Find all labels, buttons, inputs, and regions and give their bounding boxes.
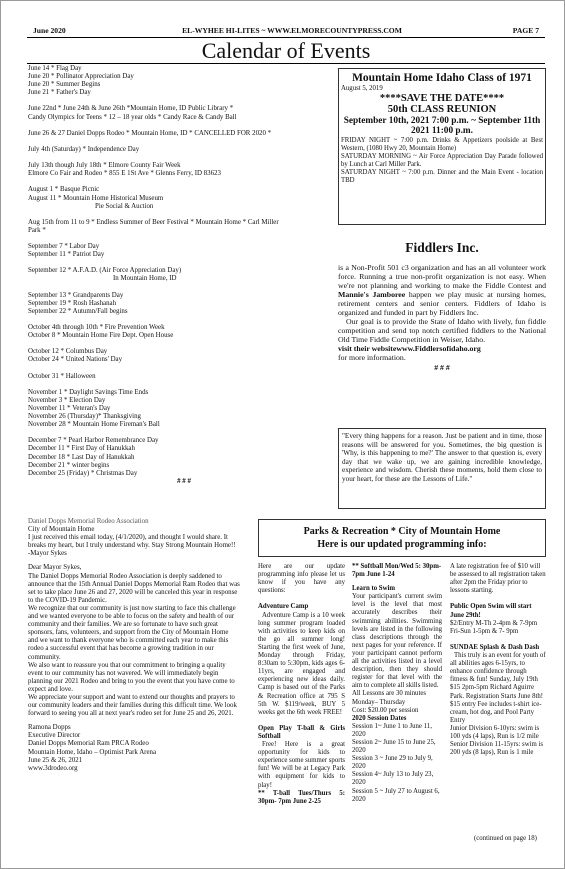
fiddlers-more-info: for more information. xyxy=(338,353,406,362)
letter-org: Daniel Dopps Memorial Rodeo Association xyxy=(28,518,149,525)
session-date: Session 2~ June 15 to June 25, 2020 xyxy=(352,738,436,755)
junior-division: Junior Division 6-10yrs: swim is 100 yds (4 laps), Run is 1/2 mile xyxy=(450,724,540,740)
letter-signature-place: Mountain Home, Idaho – Optimist Park Arena xyxy=(28,748,157,756)
continued-note: (continued on page 18) xyxy=(474,835,537,842)
letter-signature-org: Daniel Dopps Memorial Ram PRCA Rodeo xyxy=(28,740,149,748)
calendar-entry: Candy Olympics for Teens * 12 – 18 year olds * Candy Race & Candy Ball xyxy=(28,113,237,121)
calendar-entry: July 4th (Saturday) * Independence Day xyxy=(28,145,140,153)
calendar-entry: December 25 (Friday) * Christmas Day xyxy=(28,469,138,477)
calendar-entry: October 12 * Columbus Day xyxy=(28,348,108,356)
reunion-save-the-date: ****SAVE THE DATE**** xyxy=(379,92,505,104)
calendar-entry: November 11 * Veteran's Day xyxy=(28,404,111,412)
reunion-event: 50th CLASS REUNION xyxy=(387,104,497,116)
calendar-entry: November 28 * Mountain Home Fireman's Ball xyxy=(28,421,160,429)
reunion-friday: FRIDAY NIGHT ~ 7:00 p.m. Drinks & Appetizers poolside at Best Western, (1080 Hwy 20, Mountain Home) xyxy=(341,136,543,152)
calendar-entry: October 31 * Halloween xyxy=(28,372,96,380)
fiddlers-heading: Fiddlers Inc. xyxy=(405,240,479,255)
tball-body: Free! Here is a great opportunity for kids to experience some summer sports fun! We will be at Legacy Park with equipment for kids to play! xyxy=(258,741,346,789)
section-end-mark: # # # xyxy=(434,363,450,372)
calendar-entry: September 12 * A.F.A.D. (Air Force Appreciation Day) xyxy=(28,267,182,275)
calendar-entry: October 4th through 10th * Fire Prevention Week xyxy=(28,324,165,331)
calendar-entry: June 14 * Flag Day xyxy=(28,65,82,72)
calendar-entry: June 26 & 27 Daniel Dopps Rodeo * Mountain Home, ID * CANCELLED FOR 2020 * xyxy=(28,129,272,137)
senior-division: Senior Division 11-15yrs: swim is 200 yds (8 laps), Run is 1 mile xyxy=(450,741,544,757)
parks-rec-banner xyxy=(258,519,546,557)
letter-signature-dates: June 25 & 26, 2021 xyxy=(28,756,83,764)
issue-date: June 2020 xyxy=(33,26,66,35)
open-swim-heading: Public Open Swim will start June 29th! xyxy=(450,603,532,619)
letter-paragraph: The Daniel Dopps Memorial Rodeo Association is deeply saddened to announce that the 15th Annual Daniel Dopps Memorial Ram Rodeo that was set to take place June 26 and 27, 2020 will be canceled this year in response to the COVID-19 Pandemic. xyxy=(28,572,240,604)
sundae-heading: SUNDAE Splash & Dash Dash xyxy=(450,643,540,651)
swim-lesson-length: All Lessons are 30 minutes Monday– Thursday xyxy=(352,690,426,706)
late-fee-note: A late registration fee of $10 will be assessed to all registration taken after 2pm the Friday prior to lessons starting. xyxy=(450,563,546,595)
calendar-entry: June 22nd * June 24th & June 26th *Mountain Home, ID Public Library * xyxy=(28,105,234,113)
calendar-entry: Park * xyxy=(28,226,46,234)
calendar-entry: Elmore Co Fair and Rodeo * 855 E 1St Ave * Glenns Ferry, ID 83623 xyxy=(28,170,221,178)
tball-schedule: ** T-ball Tues/Thurs 5: 30pm- 7pm June 2-25 xyxy=(258,789,345,805)
calendar-entry: December 7 * Pearl Harbor Remembrance Day xyxy=(28,437,159,445)
section-end-mark: # # # xyxy=(177,477,191,485)
parks-column-2 xyxy=(352,563,442,804)
parks-intro: Here are our update programming info please let us know if you have any questions: xyxy=(258,563,345,595)
swim-heading: Learn to Swim xyxy=(352,585,396,593)
calendar-entry: September 13 * Grandparents Day xyxy=(28,291,124,299)
fiddlers-paragraph xyxy=(338,263,546,317)
letter-signature-title: Executive Director xyxy=(28,732,81,740)
session-date: Session 1~ June 1 to June 11, 2020 xyxy=(352,722,432,738)
calendar-entry: December 11 * First Day of Hanukkah xyxy=(28,445,135,453)
letter-website: www.3drodeo.org xyxy=(28,764,78,772)
calendar-entry: December 18 * Last Day of Hanukkah xyxy=(28,453,135,461)
calendar-entry: November 3 * Election Day xyxy=(28,396,106,404)
letter-signoff: -Mayor Sykes xyxy=(28,550,67,558)
sessions-heading: 2020 Session Dates xyxy=(352,714,407,722)
fiddlers-text: happen we play music at nursing homes, retirement centers and senior centers. Fiddlers of Idaho is organized and funded in part by Fiddlers Inc. xyxy=(338,290,546,317)
tball-heading: Open Play T-ball & Girls Softball xyxy=(258,724,345,740)
parks-rec-subtitle: Here is our updated programming info: xyxy=(317,539,487,550)
reunion-date: August 5, 2019 xyxy=(341,84,383,92)
parks-column-1 xyxy=(258,563,345,806)
fiddlers-text: is a Non-Profit 501 c3 organization and has an all volunteer work force. Running a true non-profit organization is not easy. When we're not planning and working to make the Fiddle Contest and xyxy=(338,263,546,290)
letter-paragraph: We also want to reassure you that our commitment to bringing a quality event to our community has not wavered. We will immediately begin planning our 2021 Rodeo and bring to you the event that you have come to expect and love. xyxy=(28,661,235,693)
calendar-list xyxy=(28,65,340,486)
calendar-entry: September 19 * Rosh Hashanah xyxy=(28,299,117,307)
reunion-when: September 10th, 2021 7:00 p.m. ~ September 11th 2021 11:00 p.m. xyxy=(343,115,541,137)
session-date: Session 5 ~ July 27 to August 6, 2020 xyxy=(352,787,440,803)
letter-salutation: Dear Mayor Sykes, xyxy=(28,564,82,572)
swim-body: Your participant's current swim level is the level that most accurately describes their swimming abilities. Swimming levels are listed in the following class descriptions through the next pages for your reference. If your participant cannot perform all the activities listed in a level description, then they should register for that level with the aim to complete all skills listed. xyxy=(352,593,442,690)
quote-box: "Every thing happens for a reason. Just be patient and in time, those reasons will be answered for you. Sometimes, the big question is 'Why, is this happening to me?' The answer to that question is, every day that we wake up, we are gaining incredible knowledge, experience and wisdom. Cherish these moments, hold them close to your heart, for these are the Lessons of Life." xyxy=(338,428,546,509)
page-title: Calendar of Events xyxy=(27,38,545,64)
letter-paragraph: We recognize that our community is just now starting to face this challenge and we wanted everyone to be able to focus on the safety and health of our community and their families. We are so fortunate to have such great sponsors, fans, volunteers, and support from the City of Mountain Home and we want to thank everyone who is committed each year to make this rodeo a successful event that has become a growing tradition in our community. xyxy=(28,604,236,661)
calendar-entry: September 7 * Labor Day xyxy=(28,243,100,251)
page-header xyxy=(27,21,545,38)
fiddlers-article xyxy=(338,240,546,372)
reunion-heading: Mountain Home Idaho Class of 1971 xyxy=(352,72,532,84)
session-date: Session 4~ July 13 to July 23, 2020 xyxy=(352,771,434,787)
adventure-camp-heading: Adventure Camp xyxy=(258,603,309,611)
calendar-entry: September 22 * Autumn/Fall begins xyxy=(28,307,128,315)
calendar-entry: June 20 * Summer Begins xyxy=(28,81,101,89)
calendar-entry: November 26 (Thursday)* Thanksgiving xyxy=(28,413,141,421)
page-number: PAGE 7 xyxy=(512,26,539,35)
reunion-box xyxy=(338,68,546,225)
rodeo-letter xyxy=(28,518,240,773)
letter-paragraph: We appreciate your support and want to extend our thoughts and prayers to our community leaders and their families during this difficult time. We look forward to seeing you all at next year's rodeo set for June 25 and 26, 2021. xyxy=(28,693,237,718)
softball-schedule: ** Softball Mon/Wed 5: 30pm-7pm June 1-24 xyxy=(352,563,442,579)
adventure-camp-body: Adventure Camp is a 10 week long summer program loaded with activities to keep kids on the go all summer long! Starting the first week of June, Monday through Friday, 8:30am to 5:30pm, kids ages 6-11yrs, are engaged and experiencing new ideas daily. Camp is based out of the Parks & Recreation office at 795 S 5th W. $119/week, BUY 5 weeks get the 6th week FREE! xyxy=(258,611,345,716)
fiddlers-website[interactable]: visit their websitewww.Fiddlersofidaho.org xyxy=(338,344,481,353)
open-swim-body: $2/Entry M-Th 2-4pm & 7-9pm Fri-Sun 1-5pm & 7- 9pm xyxy=(450,619,538,635)
calendar-entry: October 8 * Mountain Home Fire Dept. Open House xyxy=(28,332,174,340)
letter-intro: I just received this email today, (4/1/2020), and thought I would share. It breaks my heart, but I truly understand why. Stay Strong Mountain Home!! xyxy=(28,534,236,550)
session-date: Session 3 ~ June 29 to July 9, 2020 xyxy=(352,755,433,771)
calendar-entry: Pie Social & Auction xyxy=(95,202,154,210)
parks-column-3 xyxy=(450,563,546,757)
calendar-entry: June 21 * Father's Day xyxy=(28,89,91,97)
letter-city: City of Mountain Home xyxy=(28,526,95,534)
calendar-entry: Aug 15th from 11 to 9 * Endless Summer of Beer Festival * Mountain Home * Carl Miller xyxy=(28,218,279,226)
fiddlers-jamboree: Mannie's Jamboree xyxy=(338,290,406,299)
calendar-entry: September 11 * Patriot Day xyxy=(28,251,105,259)
calendar-entry: In Mountain Home, ID xyxy=(113,275,177,283)
reunion-saturday-night: SATURDAY NIGHT ~ 7:00 p.m. Dinner and the Main Event - location TBD xyxy=(341,168,543,185)
calendar-entry: June 20 * Pollinator Appreciation Day xyxy=(28,73,134,81)
calendar-entry: August 11 * Mountain Home Historical Museum xyxy=(28,194,164,202)
paper-name: EL-WYHEE HI-LITES ~ WWW.ELMORECOUNTYPRESS.COM xyxy=(182,26,402,35)
fiddlers-paragraph: Our goal is to provide the State of Idaho with lively, fun fiddle competition and send top notch certified fiddlers to the National Old Time Fiddle Competition in Weiser, Idaho. xyxy=(338,317,546,344)
calendar-entry: July 13th though July 18th * Elmore County Fair Week xyxy=(28,162,181,170)
swim-cost: Cost: $20.00 per session xyxy=(352,706,419,714)
sundae-body: This truly is an event for youth of all abilities ages 6-15yrs, to enhance confidence through fitness & fun! Sunday, July 19th $15 2pm-5pm Richard Aguirre Park. Registration Starts June 8th! $15 entry Fee includes t-shirt ice-cream, hot dog, and Pool Party Entry xyxy=(450,652,546,724)
letter-signature: Ramona Dopps xyxy=(28,724,71,732)
calendar-entry: December 21 * winter begins xyxy=(28,461,110,469)
calendar-entry: August 1 * Basque Picnic xyxy=(28,186,100,194)
reunion-saturday-morning: SATURDAY MORNING ~ Air Force Appreciation Day Parade followed by Lunch at Carl Miller Park. xyxy=(341,152,543,168)
parks-rec-title: Parks & Recreation * City of Mountain Home xyxy=(303,526,501,537)
calendar-entry: October 24 * United Nations' Day xyxy=(28,356,123,364)
calendar-entry: November 1 * Daylight Savings Time Ends xyxy=(28,388,149,396)
